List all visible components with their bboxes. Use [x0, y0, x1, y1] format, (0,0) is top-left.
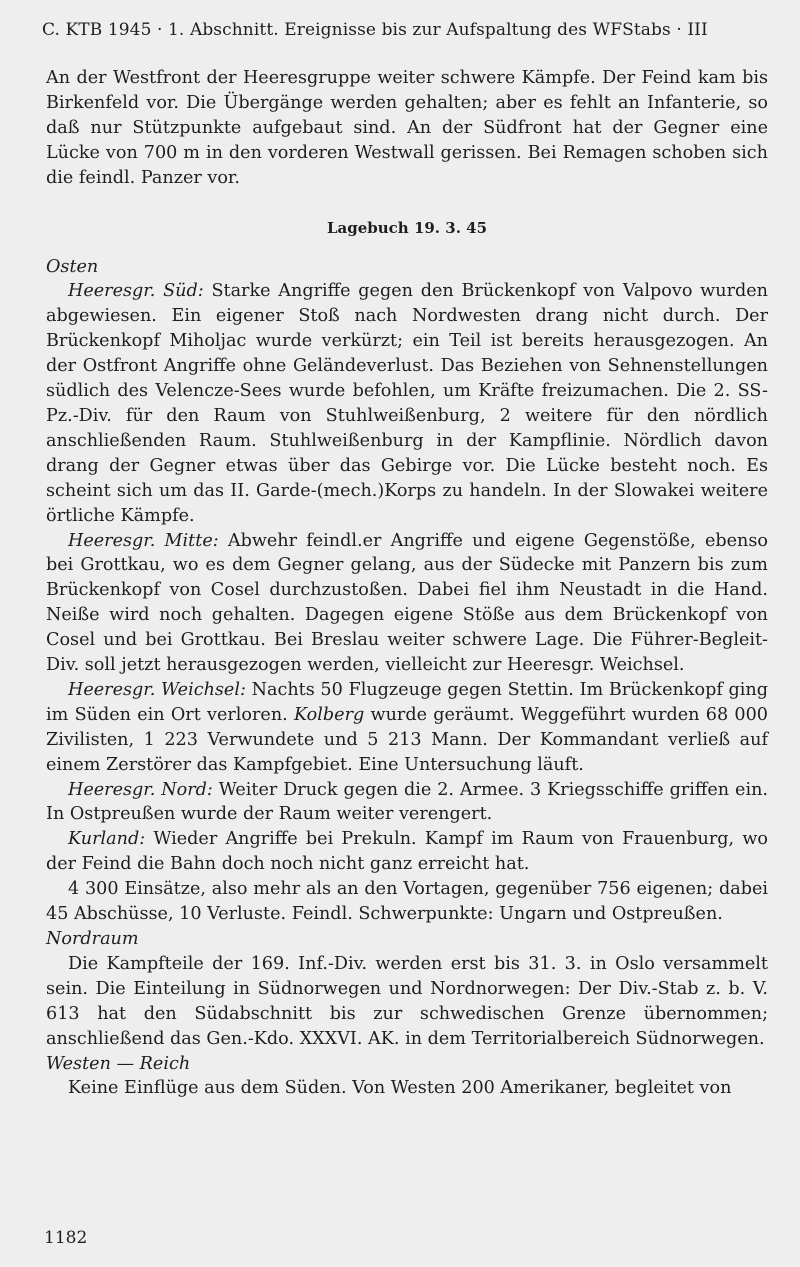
text-heeresgr-mitte: Abwehr feindl.er Angriffe und eigene Gegenstöße, ebenso bei Grottkau, wo es dem Gegner gelang, aus der Südecke mit Panzern bis zum Brückenkopf von Cosel durchzustoßen. Dabei fiel ihm Neustadt in die Hand. Neiße wird noch gehalten. Dagegen eigene Stöße aus dem Brückenkopf von Cosel und bei Grottkau. Bei Breslau weiter schwere Lage. Die Führer-Begleit-Div. soll jetzt herausgezogen werden, vielleicht zur Heeresgr. Weichsel. [46, 530, 768, 676]
paragraph-kurland [46, 827, 768, 877]
region-heading-nordraum: Nordraum [46, 929, 139, 949]
label-heeresgr-nord: Heeresgr. Nord: [68, 779, 213, 800]
paragraph-nordraum: Die Kampfteile der 169. Inf.-Div. werden erst bis 31. 3. in Oslo versammelt sein. Die Einteilung in Südnorwegen und Nordnorwegen: Der Div.-Stab z. b. V. 613 hat den Südabschnitt bis zur schwedischen Grenze übernommen; anschließend das Gen.-Kdo. XXXVI. AK. in dem Territorialbereich Südnorwegen. [46, 953, 768, 1049]
paragraph-heeresgr-nord [46, 778, 768, 828]
text-heeresgr-sued: Starke Angriffe gegen den Brückenkopf von Valpovo wurden abgewiesen. Ein eigener Stoß nach Nordwesten drang nicht durch. Der Brückenkopf Miholjac wurde verkürzt; ein Teil ist bereits herausgezogen. An der Ostfront Angriffe ohne Geländeverlust. Das Beziehen von Sehnenstellungen südlich des Velencze-Sees wurde befohlen, um Kräfte freizumachen. Die 2. SS-Pz.-Div. für den Raum von Stuhlweißenburg, 2 weitere für den nördlich anschließenden Raum. Stuhlweißenburg in der Kampflinie. Nördlich davon drang der Gegner etwas über das Gebirge vor. Die Lücke besteht noch. Es scheint sich um das II. Garde-(mech.)Korps zu handeln. In der Slowakei weitere örtliche Kämpfe. [46, 281, 768, 526]
paragraph-westen: Keine Einflüge aus dem Süden. Von Westen 200 Amerikaner, begleitet von [68, 1078, 732, 1099]
region-heading-westen: Westen — Reich [46, 1053, 191, 1074]
page-number: 1182 [44, 1228, 88, 1248]
page-body [46, 66, 768, 1101]
label-heeresgr-mitte: Heeresgr. Mitte: [68, 530, 219, 551]
paragraph-heeresgr-mitte [46, 529, 768, 678]
text-heeresgr-weichsel-2: wurde geräumt. Weggeführt wurden 68 000 Zivilisten, 1 223 Verwundete und 5 213 Mann. Der Kommandant verließ auf einem Zerstörer das Kampfgebiet. Eine Untersuchung läuft. [46, 704, 768, 775]
text-kurland: Wieder Angriffe bei Prekuln. Kampf im Raum von Frauenburg, wo der Feind die Bahn doch noch nicht ganz erreicht hat. [46, 829, 768, 875]
label-kolberg: Kolberg [294, 704, 365, 725]
running-header: C. KTB 1945 · 1. Abschnitt. Ereignisse bis zur Aufspaltung des WFStabs · III [42, 20, 708, 40]
region-heading-osten: Osten [46, 256, 99, 277]
text-heeresgr-nord: Weiter Druck gegen die 2. Armee. 3 Kriegsschiffe griffen ein. In Ostpreußen wurde der Raum weiter verengert. [46, 779, 768, 825]
paragraph-heeresgr-sued [46, 279, 768, 528]
label-heeresgr-sued: Heeresgr. Süd: [68, 281, 204, 302]
label-kurland: Kurland: [68, 829, 146, 850]
section-title: Lagebuch 19. 3. 45 [326, 218, 488, 237]
label-heeresgr-weichsel: Heeresgr. Weichsel: [68, 679, 246, 700]
paragraph-einsaetze: 4 300 Einsätze, also mehr als an den Vortagen, gegenüber 756 eigenen; dabei 45 Abschüsse, 10 Verluste. Feindl. Schwerpunkte: Ungarn und Ostpreußen. [46, 879, 768, 925]
paragraph-heeresgr-weichsel [46, 678, 768, 778]
text-heeresgr-weichsel-1: Nachts 50 Flugzeuge gegen Stettin. Im Brückenkopf ging im Süden ein Ort verloren. [46, 679, 769, 725]
intro-paragraph: An der Westfront der Heeresgruppe weiter schwere Kämpfe. Der Feind kam bis Birkenfeld vor. Die Übergänge werden gehalten; aber es fehlt an Infanterie, so daß nur Stützpunkte aufgebaut sind. An der Südfront hat der Gegner eine Lücke von 700 m in den vorderen Westwall gerissen. Bei Remagen schoben sich die feindl. Panzer vor. [46, 68, 768, 188]
